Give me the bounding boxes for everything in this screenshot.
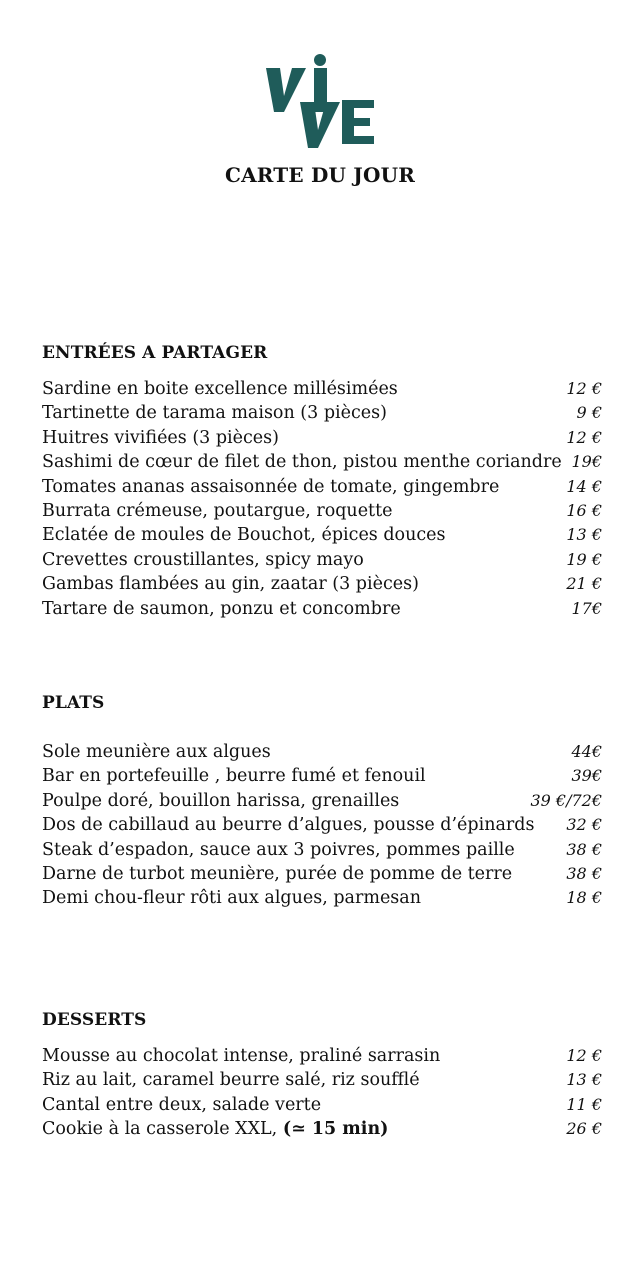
- menu-item: [42, 548, 602, 572]
- menu-item: [42, 789, 602, 813]
- item-price: 19 €: [566, 549, 602, 569]
- item-name: Cantal entre deux, salade verte: [42, 1094, 322, 1115]
- item-name: Darne de turbot meunière, purée de pomme de terre: [42, 863, 513, 884]
- item-name: [42, 1117, 558, 1141]
- item-name: Sardine en boite excellence millésimées: [42, 379, 398, 399]
- section-title: ENTRÉES A PARTAGER: [42, 343, 268, 363]
- item-name: Tartinette de tarama maison (3 pièces): [42, 403, 387, 424]
- item-price: 12 €: [566, 379, 602, 398]
- section-title: PLATS: [42, 693, 105, 713]
- menu-list: [42, 740, 602, 911]
- menu-item: [42, 1093, 602, 1117]
- menu-item: [42, 838, 602, 862]
- menu-item: [42, 450, 602, 474]
- section-title: DESSERTS: [42, 1010, 147, 1030]
- menu-item: [42, 523, 602, 547]
- item-name: Dos de cabillaud au beurre d’algues, pousse d’épinards: [42, 815, 535, 836]
- menu-item: [42, 1044, 602, 1068]
- page-title: CARTE DU JOUR: [224, 163, 416, 187]
- item-name: Burrata crémeuse, poutargue, roquette: [42, 500, 393, 521]
- item-name: Mousse au chocolat intense, praliné sarrasin: [42, 1046, 441, 1066]
- item-name: Gambas flambées au gin, zaatar (3 pièces): [42, 574, 419, 595]
- menu-item: [42, 499, 602, 523]
- item-price: 32 €: [566, 815, 602, 835]
- item-price: 12 €: [566, 427, 602, 447]
- menu-item: [42, 1068, 602, 1092]
- item-price: 44€: [571, 742, 602, 761]
- menu-item: [42, 764, 602, 788]
- menu-item: [42, 740, 602, 764]
- item-name: Steak d’espadon, sauce aux 3 poivres, pommes paille: [42, 839, 515, 860]
- item-price: 16 €: [566, 500, 602, 520]
- item-price: 39 €/72€: [530, 790, 602, 810]
- item-name: Sashimi de cœur de filet de thon, pistou menthe coriandre: [42, 452, 562, 473]
- menu-item: [42, 572, 602, 596]
- item-name: Eclatée de moules de Bouchot, épices douces: [42, 525, 446, 546]
- menu-item: [42, 1117, 602, 1141]
- item-name: Demi chou-fleur rôti aux algues, parmesan: [42, 888, 421, 909]
- section-desserts: [42, 1009, 602, 1142]
- menu-item: [42, 401, 602, 425]
- logo-dot: [314, 54, 326, 66]
- item-name: Tartare de saumon, ponzu et concombre: [42, 598, 401, 619]
- logo-letter-v1: [266, 68, 306, 112]
- item-name: Sole meunière aux algues: [42, 742, 271, 762]
- item-name-text: Cookie à la casserole XXL,: [42, 1119, 283, 1140]
- menu-item: [42, 597, 602, 621]
- item-price: 13 €: [566, 1070, 602, 1090]
- item-price: 26 €: [566, 1119, 602, 1139]
- item-name: Tomates ananas assaisonnée de tomate, gingembre: [42, 476, 500, 497]
- menu-item: [42, 813, 602, 837]
- vive-logo: [262, 52, 378, 150]
- menu-list: [42, 377, 602, 621]
- item-price: 39€: [571, 766, 602, 786]
- item-name: Bar en portefeuille , beurre fumé et fenouil: [42, 766, 426, 787]
- item-name: Riz au lait, caramel beurre salé, riz soufflé: [42, 1070, 420, 1091]
- item-price: 13 €: [566, 525, 602, 545]
- item-price: 21 €: [566, 574, 602, 594]
- item-price: 11 €: [566, 1094, 602, 1114]
- item-price: 9 €: [576, 403, 602, 423]
- item-price: 38 €: [566, 863, 602, 883]
- item-prep-time: (≃ 15 min): [282, 1119, 389, 1140]
- menu-list: [42, 1044, 602, 1142]
- item-price: 19€: [571, 452, 602, 472]
- menu-item: [42, 426, 602, 450]
- menu-item: [42, 475, 602, 499]
- item-price: 17€: [571, 598, 602, 618]
- item-name: Poulpe doré, bouillon harissa, grenailles: [42, 790, 400, 811]
- menu-item: [42, 377, 602, 401]
- item-price: 38 €: [566, 839, 602, 859]
- item-price: 14 €: [566, 476, 602, 496]
- logo-letter-e: [342, 100, 374, 144]
- item-price: 12 €: [566, 1046, 602, 1065]
- item-price: 18 €: [566, 888, 602, 908]
- section-entrees: [42, 342, 602, 621]
- section-plats: [42, 692, 602, 911]
- item-name: Crevettes croustillantes, spicy mayo: [42, 549, 364, 570]
- menu-item: [42, 886, 602, 910]
- item-name: Huitres vivifiées (3 pièces): [42, 427, 279, 448]
- menu-item: [42, 862, 602, 886]
